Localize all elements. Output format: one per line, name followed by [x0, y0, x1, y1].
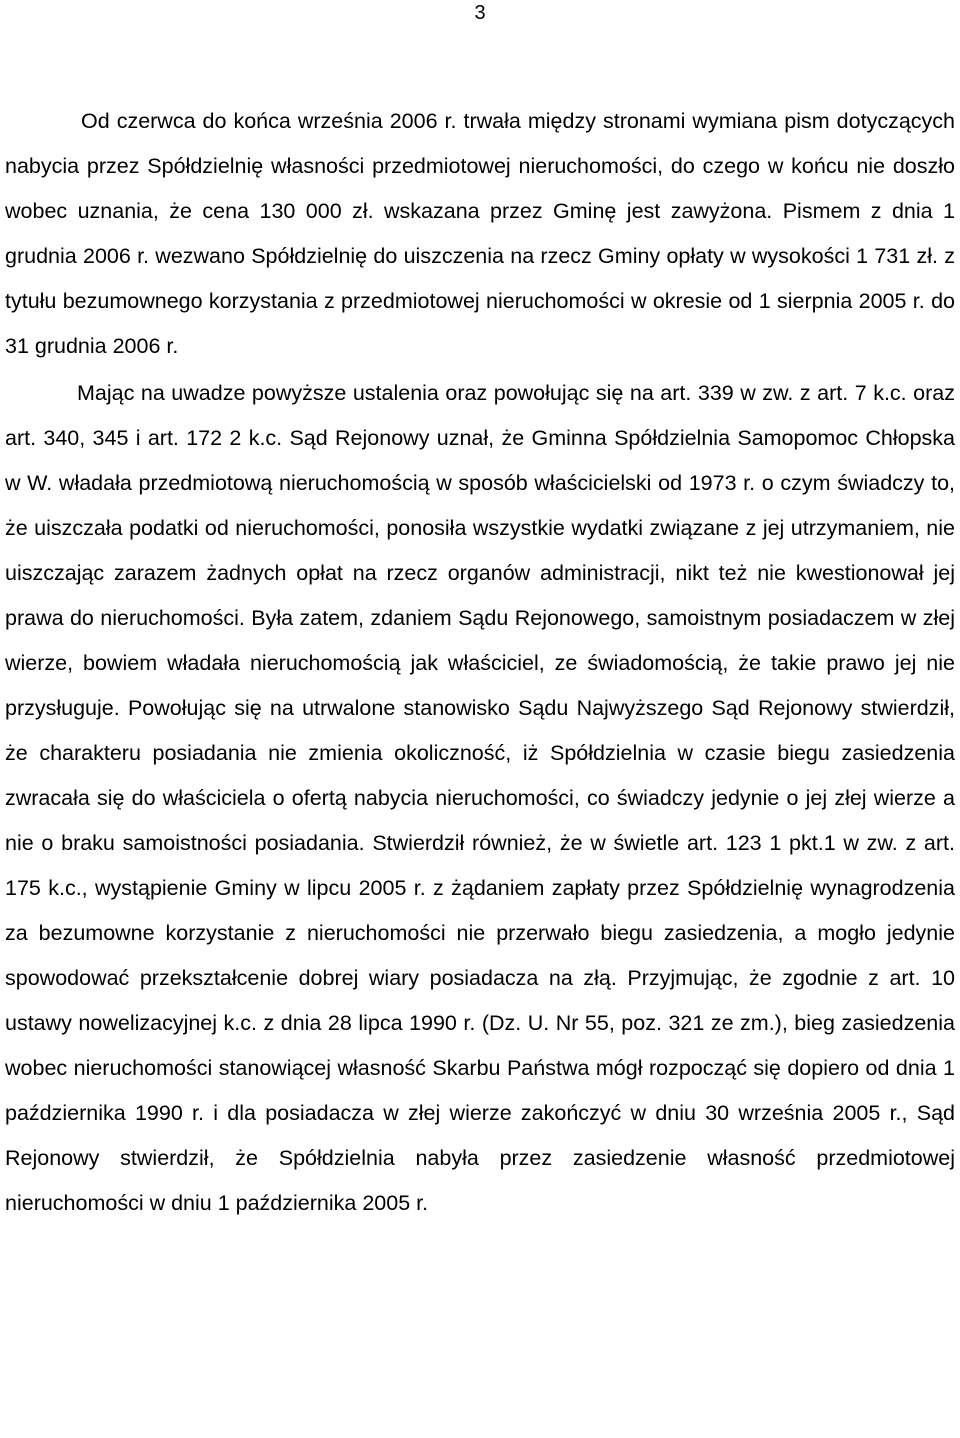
paragraph-1: Od czerwca do końca września 2006 r. trwała między stronami wymiana pism dotyczących nabycia przez Spółdzielnię własności przedmiotowej nieruchomości, do czego w końcu nie doszło wobec uznania, że cena 130 000 zł. wskazana przez Gminę jest zawyżona. Pismem z dnia 1 grudnia 2006 r. wezwano Spółdzielnię do uiszczenia na rzecz Gminy opłaty w wysokości 1 731 zł. z tytułu bezumownego korzystania z przedmiotowej nieruchomości w okresie od 1 sierpnia 2005 r. do 31 grudnia 2006 r.	[5, 109, 955, 358]
document-body	[5, 99, 955, 1226]
page-number: 3	[474, 2, 486, 24]
paragraph-2: Mając na uwadze powyższe ustalenia oraz powołując się na art. 339 w zw. z art. 7 k.c. oraz art. 340, 345 i art. 172 2 k.c. Sąd Rejonowy uznał, że Gminna Spółdzielnia Samopomoc Chłopska w W. władała przedmiotową nieruchomością w sposób właścicielski od 1973 r. o czym świadczy to, że uiszczała podatki od nieruchomości, ponosiła wszystkie wydatki związane z jej utrzymaniem, nie uiszczając zarazem żadnych opłat na rzecz organów administracji, nikt też nie kwestionował jej prawa do nieruchomości. Była zatem, zdaniem Sądu Rejonowego, samoistnym posiadaczem w złej wierze, bowiem władała nieruchomością jak właściciel, ze świadomością, że takie prawo jej nie przysługuje. Powołując się na utrwalone stanowisko Sądu Najwyższego Sąd Rejonowy stwierdził, że charakteru posiadania nie zmienia okoliczność, iż Spółdzielnia w czasie biegu zasiedzenia zwracała się do właściciela o ofertą nabycia nieruchomości, co świadczy jedynie o jej złej wierze a nie o braku samoistności posiadania. Stwierdził również, że w świetle art. 123 1 pkt.1 w zw. z art. 175 k.c., wystąpienie Gminy w lipcu 2005 r. z żądaniem zapłaty przez Spółdzielnię wynagrodzenia za bezumowne korzystanie z nieruchomości nie przerwało biegu zasiedzenia, a mogło jedynie spowodować przekształcenie dobrej wiary posiadacza na złą. Przyjmując, że zgodnie z art. 10 ustawy nowelizacyjnej k.c. z dnia 28 lipca 1990 r. (Dz. U. Nr 55, poz. 321 ze zm.), bieg zasiedzenia wobec nieruchomości stanowiącej własność Skarbu Państwa mógł rozpocząć się dopiero od dnia 1 października 1990 r. i dla posiadacza w złej wierze zakończyć w dniu 30 września 2005 r., Sąd Rejonowy stwierdził, że Spółdzielnia nabyła przez zasiedzenie własność przedmiotowej nieruchomości w dniu 1 października 2005 r.	[5, 381, 955, 1215]
